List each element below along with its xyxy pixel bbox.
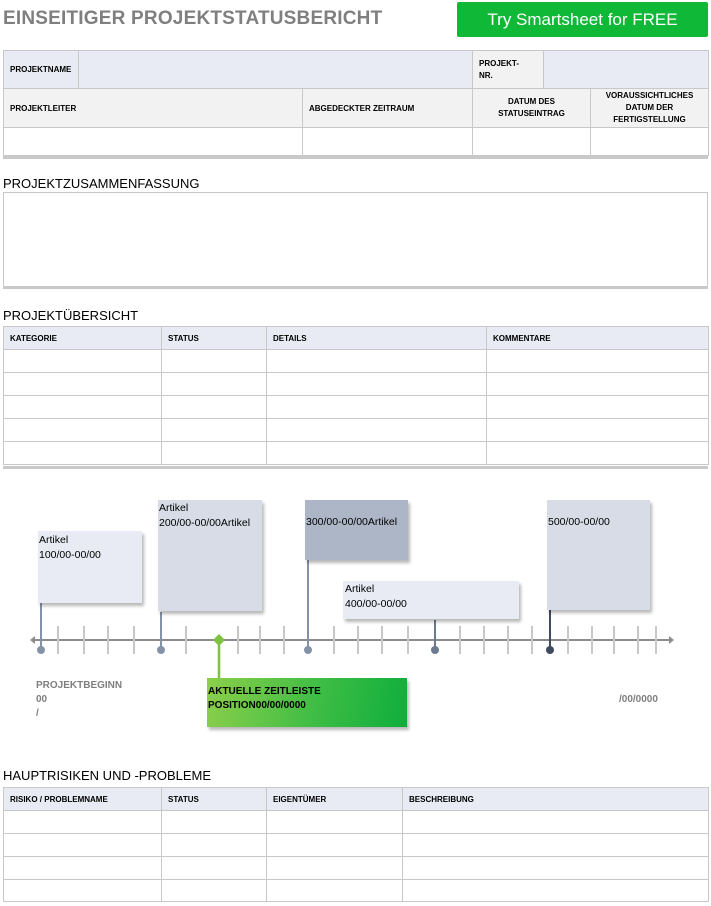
- current-position-date: POSITION00/00/0000: [208, 700, 306, 711]
- column-header: STATUS: [162, 788, 267, 811]
- table-cell[interactable]: [267, 350, 487, 373]
- risks-table: [3, 787, 709, 902]
- table-cell[interactable]: [267, 857, 403, 880]
- item-4-marker: [431, 646, 439, 654]
- table-cell[interactable]: [4, 442, 162, 465]
- item-date: 100/00-00/00: [39, 549, 101, 561]
- summary-heading: PROJEKTZUSAMMENFASSUNG: [3, 176, 200, 191]
- table-cell[interactable]: [403, 880, 709, 902]
- table-cell[interactable]: [162, 373, 267, 396]
- timeline-item-3: [305, 500, 408, 560]
- column-header: STATUS: [162, 327, 267, 350]
- project-lead-label: PROJEKTLEITER: [4, 89, 303, 128]
- project-name-label: PROJEKTNAME: [4, 51, 79, 89]
- table-cell[interactable]: [487, 442, 709, 465]
- project-info-table: [3, 50, 709, 156]
- table-cell[interactable]: [4, 350, 162, 373]
- table-cell[interactable]: [162, 350, 267, 373]
- table-cell[interactable]: [4, 419, 162, 442]
- timeline-start-arrow: [30, 636, 35, 644]
- period-input[interactable]: [303, 128, 473, 156]
- status-date-input[interactable]: [473, 128, 591, 156]
- current-position-box: [207, 678, 407, 727]
- item-date: 300/00-00/00Artikel: [306, 516, 398, 528]
- table-cell[interactable]: [162, 834, 267, 857]
- timeline-item-5: [547, 500, 650, 610]
- page-title: EINSEITIGER PROJEKTSTATUSBERICHT: [3, 8, 383, 29]
- table-cell[interactable]: [4, 811, 162, 834]
- completion-date-label: VORAUSSICHTLICHES DATUM DER FERTIGSTELLUNG: [591, 89, 709, 128]
- item-5-marker: [546, 646, 554, 654]
- current-position-marker: [213, 634, 225, 646]
- table-cell[interactable]: [267, 834, 403, 857]
- project-name-input[interactable]: [79, 51, 473, 89]
- timeline-end-arrow: [669, 636, 674, 644]
- try-smartsheet-button[interactable]: Try Smartsheet for FREE: [457, 2, 708, 37]
- divider: [3, 286, 708, 289]
- table-row: [4, 811, 709, 834]
- item-date: 200/00-00/00Artikel: [159, 517, 251, 529]
- current-position-label: AKTUELLE ZEITLEISTE: [208, 686, 321, 697]
- overview-table: [3, 326, 709, 465]
- project-end-date: /00/0000: [619, 694, 658, 705]
- table-cell[interactable]: [4, 834, 162, 857]
- table-row: [4, 396, 709, 419]
- table-cell[interactable]: [267, 811, 403, 834]
- timeline-item-2: [158, 500, 262, 611]
- table-cell[interactable]: [487, 350, 709, 373]
- column-header: KATEGORIE: [4, 327, 162, 350]
- table-cell[interactable]: [162, 396, 267, 419]
- period-label: ABGEDECKTER ZEITRAUM: [303, 89, 473, 128]
- table-row: [4, 350, 709, 373]
- table-cell[interactable]: [162, 857, 267, 880]
- item-date: 400/00-00/00: [345, 598, 407, 610]
- status-date-label: DATUM DES STATUSEINTRAG: [473, 89, 591, 128]
- project-no-input[interactable]: [544, 51, 709, 89]
- project-lead-input[interactable]: [4, 128, 303, 156]
- table-cell[interactable]: [487, 419, 709, 442]
- table-cell[interactable]: [403, 811, 709, 834]
- timeline-item-4: [343, 581, 519, 619]
- item-date: 500/00-00/00: [548, 516, 610, 528]
- item-label: Artikel: [159, 502, 189, 514]
- item-3-marker: [304, 646, 312, 654]
- table-cell[interactable]: [267, 419, 487, 442]
- table-cell[interactable]: [4, 396, 162, 419]
- table-cell[interactable]: [487, 396, 709, 419]
- overview-heading: PROJEKTÜBERSICHT: [3, 308, 139, 323]
- table-cell[interactable]: [162, 419, 267, 442]
- project-no-label: PROJEKT-NR.: [473, 51, 544, 89]
- table-cell[interactable]: [403, 834, 709, 857]
- project-start-label: PROJEKTBEGINN 00 /: [36, 680, 123, 719]
- table-row: [4, 419, 709, 442]
- table-cell[interactable]: [267, 373, 487, 396]
- timeline-item-1: [38, 531, 142, 603]
- item-label: Artikel: [345, 583, 375, 595]
- completion-date-input[interactable]: [591, 128, 709, 156]
- table-cell[interactable]: [162, 442, 267, 465]
- table-row: [4, 442, 709, 465]
- column-header: BESCHREIBUNG: [403, 788, 709, 811]
- item-label: Artikel: [39, 534, 69, 546]
- table-row: [4, 857, 709, 880]
- item-2-marker: [157, 646, 165, 654]
- risks-heading: HAUPTRISIKEN UND -PROBLEME: [3, 768, 212, 783]
- column-header: KOMMENTARE: [487, 327, 709, 350]
- table-cell[interactable]: [267, 442, 487, 465]
- divider: [3, 466, 708, 469]
- column-header: DETAILS: [267, 327, 487, 350]
- table-row: [4, 373, 709, 396]
- divider: [3, 156, 708, 159]
- table-cell[interactable]: [403, 857, 709, 880]
- table-cell[interactable]: [162, 811, 267, 834]
- table-row: [4, 880, 709, 902]
- item-1-marker: [37, 646, 45, 654]
- table-cell[interactable]: [4, 373, 162, 396]
- table-cell[interactable]: [4, 857, 162, 880]
- table-cell[interactable]: [4, 880, 162, 902]
- column-header: EIGENTÜMER: [267, 788, 403, 811]
- table-cell[interactable]: [267, 396, 487, 419]
- summary-textbox[interactable]: [3, 192, 708, 288]
- table-cell[interactable]: [267, 880, 403, 902]
- column-header: RISIKO / PROBLEMNAME: [4, 788, 162, 811]
- table-cell[interactable]: [162, 880, 267, 902]
- table-row: [4, 834, 709, 857]
- table-cell[interactable]: [487, 373, 709, 396]
